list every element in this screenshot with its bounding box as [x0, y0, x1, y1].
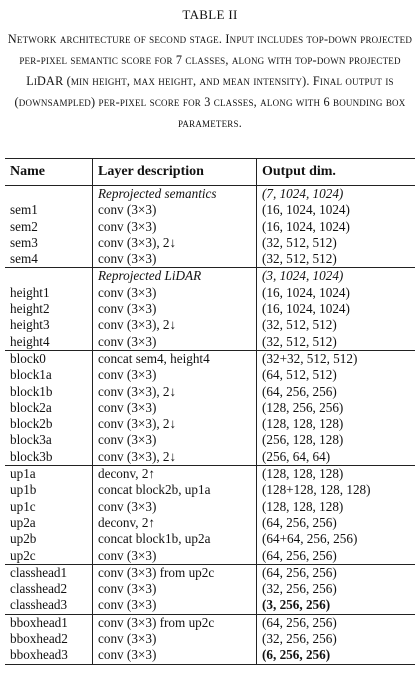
table-row — [5, 367, 415, 383]
table-row — [5, 597, 415, 614]
output-dim-cell: (32+32, 512, 512) — [257, 350, 416, 367]
layer-description-cell: conv (3×3) — [93, 548, 257, 565]
table-row — [5, 449, 415, 466]
layer-name-cell: up2b — [10, 531, 37, 547]
table-row — [5, 416, 415, 432]
table-body — [5, 186, 415, 665]
layer-name-cell: block3a — [10, 432, 52, 448]
output-dim-cell: (64+64, 256, 256) — [257, 531, 416, 547]
output-dim-cell: (7, 1024, 1024) — [257, 186, 416, 203]
layer-name-cell: height3 — [10, 317, 50, 333]
table-row — [5, 631, 415, 647]
output-dim-cell: (3, 256, 256) — [257, 597, 416, 614]
table-row — [5, 202, 415, 218]
table-row — [5, 466, 415, 483]
architecture-table-container — [5, 158, 415, 665]
table-row — [5, 564, 415, 581]
table-row — [5, 647, 415, 664]
layer-name-cell: sem2 — [10, 218, 38, 234]
output-dim-cell: (32, 512, 512) — [257, 334, 416, 351]
layer-name-cell: block2a — [10, 399, 52, 415]
output-dim-cell: (32, 512, 512) — [257, 251, 416, 268]
layer-name-cell: block3b — [10, 448, 53, 464]
layer-description-cell: concat sem4, height4 — [93, 350, 257, 367]
layer-name-cell: classhead1 — [5, 564, 93, 581]
layer-description-cell: conv (3×3), 2↓ — [93, 317, 257, 333]
output-dim-cell: (6, 256, 256) — [257, 647, 416, 664]
output-dim-cell: (16, 1024, 1024) — [257, 202, 416, 218]
output-dim-cell: (3, 1024, 1024) — [257, 268, 416, 285]
output-dim-cell: (128, 128, 128) — [257, 466, 416, 483]
output-dim-cell: (128, 128, 128) — [257, 416, 416, 432]
layer-name-cell: sem4 — [10, 251, 38, 267]
table-row — [5, 499, 415, 515]
header-layer-description: Layer description — [93, 159, 257, 186]
architecture-table — [5, 158, 415, 665]
layer-name-cell — [5, 186, 93, 203]
layer-description-cell: conv (3×3) — [93, 367, 257, 383]
layer-name-cell: block0 — [5, 350, 93, 367]
table-row — [5, 317, 415, 333]
layer-description-cell: concat block2b, up1a — [93, 482, 257, 498]
output-dim-cell: (32, 512, 512) — [257, 235, 416, 251]
table-row — [5, 581, 415, 597]
output-dim-cell: (128+128, 128, 128) — [257, 482, 416, 498]
layer-name-cell: up2c — [10, 547, 36, 563]
layer-description-cell: conv (3×3), 2↓ — [93, 384, 257, 400]
output-dim-cell: (128, 128, 128) — [257, 499, 416, 515]
layer-description-cell: conv (3×3) — [93, 334, 257, 351]
layer-name-cell: up1b — [10, 482, 37, 498]
layer-name-cell: block1a — [10, 367, 52, 383]
layer-description-cell: deconv, 2↑ — [93, 466, 257, 483]
layer-name-cell: height1 — [10, 284, 50, 300]
layer-description-cell: conv (3×3) — [93, 400, 257, 416]
layer-description-cell: conv (3×3) — [93, 597, 257, 614]
table-row — [5, 301, 415, 317]
header-output-dim: Output dim. — [257, 159, 416, 186]
layer-name-cell: up2a — [10, 514, 36, 530]
layer-name-cell: height4 — [10, 333, 50, 349]
layer-name-cell: sem1 — [10, 202, 38, 218]
layer-description-cell: deconv, 2↑ — [93, 515, 257, 531]
table-row — [5, 614, 415, 631]
output-dim-cell: (32, 512, 512) — [257, 317, 416, 333]
output-dim-cell: (64, 256, 256) — [257, 564, 416, 581]
output-dim-cell: (64, 256, 256) — [257, 515, 416, 531]
layer-name-cell: block2b — [10, 416, 53, 432]
layer-name-cell: bboxhead1 — [5, 614, 93, 631]
output-dim-cell: (32, 256, 256) — [257, 581, 416, 597]
layer-description-cell: concat block1b, up2a — [93, 531, 257, 547]
output-dim-cell: (16, 1024, 1024) — [257, 219, 416, 235]
table-caption: Network architecture of second stage. Input includes top-down projected per-pixel semantic score for 7 classes, along with top-down projected LiDAR (min height, max height, and mean intensity). Final output is (downsampled) per-pixel score for 3 classes, along with 6 bounding box parameters. — [7, 32, 413, 130]
layer-name-cell: up1a — [5, 466, 93, 483]
table-row — [5, 482, 415, 498]
layer-description-cell: conv (3×3) — [93, 647, 257, 664]
layer-name-cell: bboxhead3 — [5, 647, 93, 664]
table-row — [5, 251, 415, 268]
layer-description-cell: conv (3×3), 2↓ — [93, 235, 257, 251]
layer-name-cell: block1b — [10, 383, 53, 399]
layer-description-cell: conv (3×3) — [93, 581, 257, 597]
output-dim-cell: (64, 256, 256) — [257, 384, 416, 400]
output-dim-cell: (128, 256, 256) — [257, 400, 416, 416]
output-dim-cell: (256, 64, 64) — [257, 449, 416, 466]
layer-description-cell: conv (3×3), 2↓ — [93, 416, 257, 432]
table-row — [5, 219, 415, 235]
layer-name-cell: height2 — [10, 301, 50, 317]
table-row — [5, 334, 415, 351]
layer-description-cell: conv (3×3) — [93, 301, 257, 317]
output-dim-cell: (32, 256, 256) — [257, 631, 416, 647]
layer-description-cell: conv (3×3) — [93, 202, 257, 218]
layer-description-cell: conv (3×3) — [93, 499, 257, 515]
table-row — [5, 285, 415, 301]
table-row — [5, 548, 415, 565]
layer-description-cell: conv (3×3) — [93, 631, 257, 647]
table-row — [5, 432, 415, 448]
layer-description-cell: conv (3×3) — [93, 285, 257, 301]
layer-description-cell: conv (3×3) — [93, 251, 257, 268]
layer-name-cell: sem3 — [10, 234, 38, 250]
table-row — [5, 384, 415, 400]
table-row — [5, 235, 415, 251]
layer-description-cell: conv (3×3) from up2c — [93, 614, 257, 631]
table-row — [5, 515, 415, 531]
output-dim-cell: (64, 256, 256) — [257, 548, 416, 565]
layer-name-cell: up1c — [10, 498, 36, 514]
table-row — [5, 186, 415, 203]
header-row — [5, 159, 415, 186]
output-dim-cell: (64, 256, 256) — [257, 614, 416, 631]
header-name: Name — [5, 159, 93, 186]
table-row — [5, 350, 415, 367]
layer-description-cell: conv (3×3) — [93, 219, 257, 235]
layer-name-cell: bboxhead2 — [10, 631, 68, 647]
layer-name-cell: classhead3 — [10, 597, 68, 613]
layer-description-cell: conv (3×3) — [93, 432, 257, 448]
layer-description-cell: conv (3×3), 2↓ — [93, 449, 257, 466]
layer-name-cell — [5, 268, 93, 285]
layer-description-cell: conv (3×3) from up2c — [93, 564, 257, 581]
layer-description-cell: Reprojected semantics — [93, 186, 257, 203]
layer-description-cell: Reprojected LiDAR — [93, 268, 257, 285]
table-row — [5, 531, 415, 547]
output-dim-cell: (16, 1024, 1024) — [257, 285, 416, 301]
table-label: TABLE II — [182, 7, 238, 22]
table-row — [5, 268, 415, 285]
output-dim-cell: (16, 1024, 1024) — [257, 301, 416, 317]
table-row — [5, 400, 415, 416]
layer-name-cell: classhead2 — [10, 581, 68, 597]
output-dim-cell: (64, 512, 512) — [257, 367, 416, 383]
output-dim-cell: (256, 128, 128) — [257, 432, 416, 448]
